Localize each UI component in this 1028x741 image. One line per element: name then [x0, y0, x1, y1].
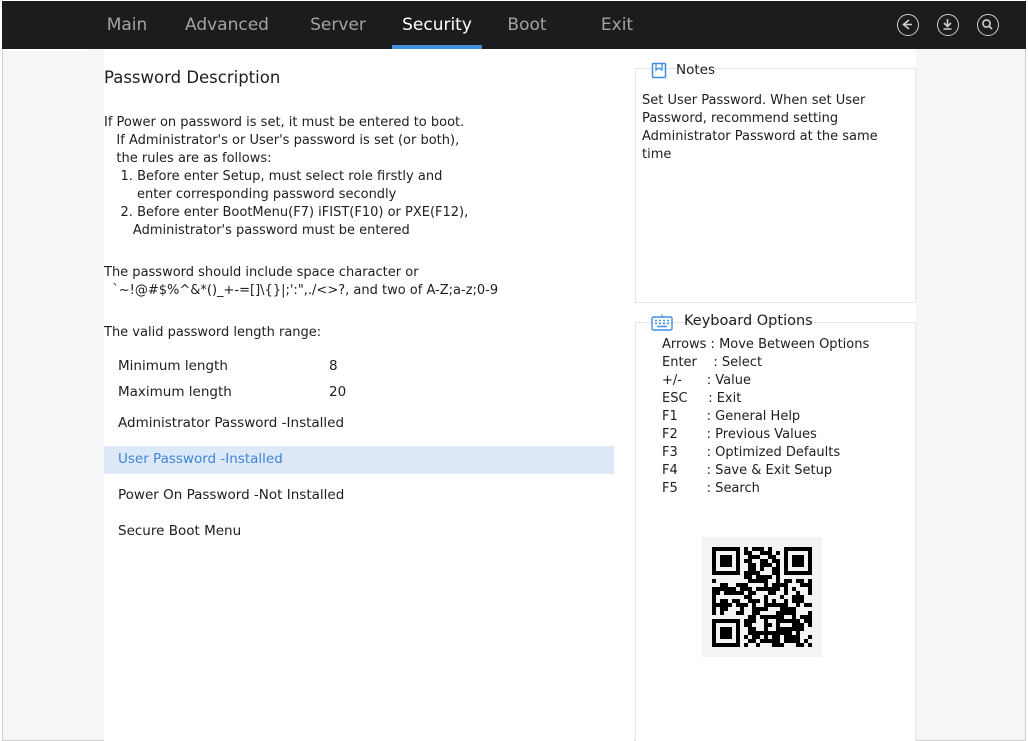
notes-title: Notes — [676, 62, 715, 78]
min-length-label: Minimum length — [118, 358, 228, 374]
tab-advanced[interactable]: Advanced — [185, 15, 269, 35]
description-line: 2. Before enter BootMenu(F7) iFIST(F10) or PXE(F12), — [104, 205, 469, 220]
tab-security[interactable] — [392, 1, 482, 49]
page-title: Password Description — [104, 68, 281, 87]
notes-text: Set User Password. When set User Password, recommend setting Administrator Password at the same time — [642, 93, 878, 162]
left-gutter — [2, 49, 104, 741]
keyboard-icon — [651, 314, 673, 331]
tab-main[interactable]: Main — [106, 15, 148, 35]
max-length-value: 20 — [329, 384, 347, 400]
min-length-value: 8 — [329, 358, 338, 374]
search-icon[interactable] — [977, 14, 999, 36]
qr-code — [702, 537, 822, 657]
menu-item-secure-boot[interactable]: Secure Boot Menu — [118, 523, 242, 539]
keyboard-option-row: F2 : Previous Values — [662, 427, 817, 442]
tab-boot[interactable]: Boot — [507, 15, 547, 35]
charset-line: `~!@#$%^&*()_+-=[]\{}|;':",./<>?, and two of A-Z;a-z;0-9 — [104, 283, 499, 298]
menu-item-power-on-password[interactable]: Power On Password -Not Installed — [118, 487, 345, 503]
keyboard-option-row: F5 : Search — [662, 481, 760, 496]
keyboard-option-row: F1 : General Help — [662, 409, 801, 424]
keyboard-option-row: Arrows : Move Between Options — [662, 337, 870, 352]
description-line: Administrator's password must be entered — [104, 223, 410, 238]
download-icon[interactable] — [937, 14, 959, 36]
top-menu-bar — [2, 1, 1026, 49]
length-heading: The valid password length range: — [104, 325, 322, 340]
keyboard-option-row: ESC : Exit — [662, 391, 742, 406]
tab-server[interactable]: Server — [310, 15, 366, 35]
description-line: enter corresponding password secondly — [104, 187, 397, 202]
description-line: 1. Before enter Setup, must select role firstly and — [104, 169, 443, 184]
frame-border — [1025, 49, 1026, 741]
description-line: If Power on password is set, it must be entered to boot. — [104, 115, 465, 130]
notes-icon — [651, 62, 667, 79]
menu-item-user-password[interactable] — [104, 446, 614, 474]
frame-border — [2, 49, 3, 741]
back-icon[interactable] — [897, 14, 919, 36]
menu-item-admin-password[interactable]: Administrator Password -Installed — [118, 415, 345, 431]
keyboard-option-row: F4 : Save & Exit Setup — [662, 463, 833, 478]
keyboard-option-row: F3 : Optimized Defaults — [662, 445, 841, 460]
keyboard-option-row: +/- : Value — [662, 373, 751, 388]
description-line: If Administrator's or User's password is set (or both), — [104, 133, 460, 148]
right-gutter — [916, 49, 1026, 741]
description-line: the rules are as follows: — [104, 151, 272, 166]
keyboard-options-title: Keyboard Options — [684, 313, 813, 329]
tab-security-label: Security — [402, 15, 472, 35]
menu-item-label: User Password -Installed — [118, 451, 283, 467]
charset-line: The password should include space character or — [104, 265, 419, 280]
keyboard-option-row: Enter : Select — [662, 355, 763, 370]
max-length-label: Maximum length — [118, 384, 232, 400]
tab-exit[interactable]: Exit — [600, 15, 634, 35]
